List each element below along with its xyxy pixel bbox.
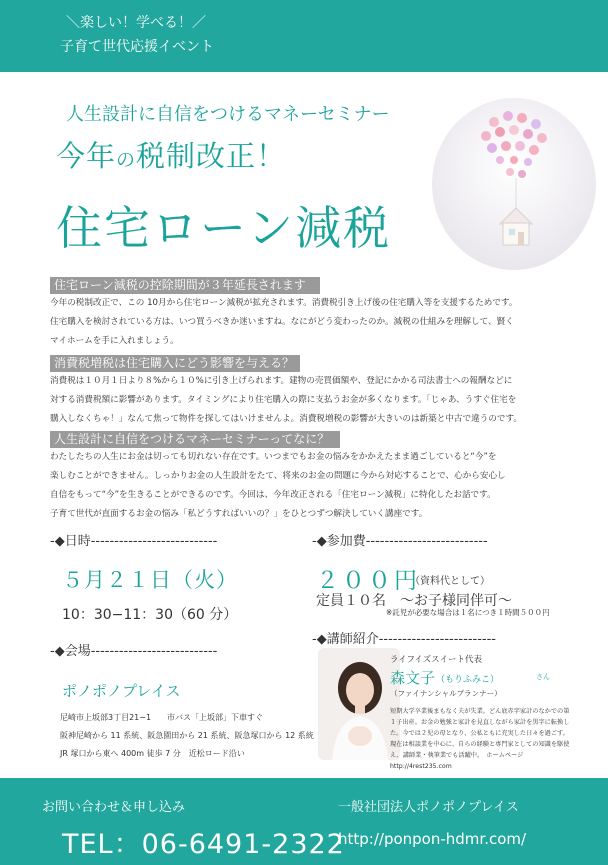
banner-tagline: ＼楽しい！学べる！／ — [66, 15, 206, 31]
body-line: 楽しむことができません。しっかりお金の人生設計をたて、将来のお金の問題に今から対応することで、心から安心し — [50, 471, 506, 481]
lecturer-label: -◆講師紹介------------------------- — [312, 632, 496, 647]
top-banner — [0, 0, 608, 72]
lecturer-honorific: さん — [536, 673, 550, 681]
lecturer-name: 森文子 — [390, 669, 436, 687]
lecturer-kana: （もりふみこ） — [436, 675, 500, 685]
venue-access: JR 塚口から東へ 400m 徒歩 7 分 近松ロード沿い — [60, 749, 245, 758]
organization-name: 一般社団法人ポノポノプレイス — [338, 800, 519, 815]
body-line: わたしたちの人生にお金は切っても切れない存在です。いつまでもお金の悩みをかかえたまま過ごしていると“今”を — [50, 452, 497, 462]
section-consumption-tax — [50, 355, 560, 429]
footer-banner — [0, 778, 608, 865]
body-line: マイホームを手に入れましょう。 — [50, 336, 179, 346]
body-line: 子育て世代が直面するお金の悩み「私どうすればいいの？」をひとつずつ解決していく講座です。 — [50, 509, 428, 519]
house-hearts-illustration — [430, 92, 598, 272]
venue-name: ポノポノプレイス — [62, 682, 181, 700]
fee-label: -◆参加費-------------------------- — [312, 534, 488, 549]
title-line-1 — [56, 134, 286, 175]
title-line-1-b: の — [116, 149, 137, 171]
section-body — [50, 448, 560, 524]
lecturer-photo — [318, 648, 400, 760]
title-line-1-a: 今年 — [56, 139, 117, 173]
fee-note: （資料代として） — [410, 576, 490, 587]
contact-label: お問い合わせ＆申し込み — [42, 800, 186, 815]
childcare-note: ※託児が必要な場合は１名につき１時間５００円 — [386, 608, 550, 617]
venue-label: -◆会場--------------------------- — [50, 644, 218, 659]
section-heading: 消費税増税は住宅購入にどう影響を与える？ — [50, 355, 300, 372]
section-heading: 人生設計に自信をつけるマネーセミナーってなに？ — [50, 431, 340, 448]
body-line: 住宅購入を検討されている方は、いつ買うべきか迷いますね。なにがどう変わったのか。減税の仕組みを理解して、賢く — [50, 317, 514, 327]
venue-address: 尼崎市上坂部3丁目21−1 市バス「上坂部」下車すぐ — [60, 713, 264, 722]
lecturer-bio: 短期大学卒業後まもなく夫が失業。どん底赤字家計のなかでの第１子出産。お金の勉強と家計を見直しながら家計を黒字に転換した。今では２児の母となり、公私ともに充実した日々を過ごす。現在は相談業を中心に、自らの経験と専門家としての知識を駆使え、講師業・執筆業でも活躍中。 ホームページ http://4rest235.com — [390, 708, 570, 770]
title-line-1-c: 税制改正！ — [136, 139, 287, 173]
body-line: 購入しなくちゃ！」なんて焦って物件を探してはいけませんよ。消費税増税の影響が大きいのは新築と中古で違うのです。 — [50, 414, 522, 424]
lecturer-role: ライフイズスイート代表 — [390, 655, 482, 665]
section-body — [50, 294, 560, 351]
website-link[interactable]: http://ponpon-hdmr.com/ — [338, 830, 527, 848]
event-date: ５月２１日（火） — [62, 568, 238, 592]
event-time: 10：30−11：30（60 分） — [62, 607, 238, 623]
section-body — [50, 372, 560, 429]
section-loan-extension — [50, 277, 560, 351]
body-line: 自信をもって“今”を生きることができるのです。今回は、今年改正される「住宅ローン減税」に特化したお話です。 — [50, 490, 496, 500]
banner-event-type: 子育て世代応援イベント — [60, 39, 214, 55]
venue-access: 阪神尼崎から 11 系統、阪急園田から 21 系統、阪急塚口から 12 系統 — [60, 731, 314, 740]
body-line: 今年の税制改正で、この 10月から住宅ローン減税が拡充されます。消費税引き上げ後の住宅購入等を支援するためです。 — [50, 298, 518, 308]
lecturer-title: （ファイナンシャルプランナー） — [390, 689, 502, 698]
fee-amount: ２００円 — [316, 568, 420, 594]
capacity: 定員１０名 ～お子様同伴可～ — [316, 593, 512, 609]
section-seminar-about — [50, 431, 560, 524]
body-line: 消費税は１０月１日より８%から１０%に引き上げられます。建物の売買価額や、登記にかかる司法書士への報酬などに — [50, 376, 513, 386]
datetime-label: -◆日時--------------------------- — [50, 534, 218, 549]
body-line: 対する消費税額に影響があります。タイミングにより住宅購入の際に支払うお金が多くなります。「じゃあ、うすぐ住宅を — [50, 395, 517, 405]
seminar-subtitle: 人生設計に自信をつけるマネーセミナー — [66, 104, 390, 125]
section-heading: 住宅ローン減税の控除期間が３年延長されます — [50, 277, 320, 294]
telephone: TEL：06-6491-2322 — [62, 829, 345, 860]
main-title: 住宅ローン減税 — [56, 201, 392, 255]
